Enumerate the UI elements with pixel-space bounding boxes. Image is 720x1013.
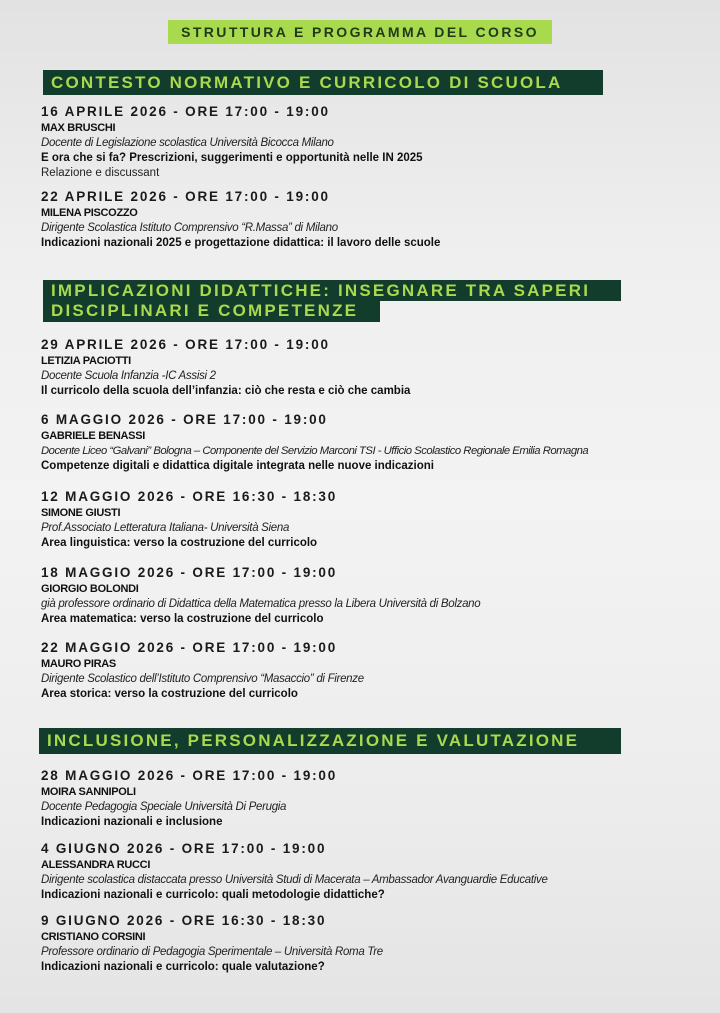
event-role: Docente Liceo “Galvani” Bologna – Componente del Servizio Marconi TSI - Ufficio Scolastico Regionale Emilia Romagna	[41, 445, 589, 457]
event-item	[41, 639, 701, 702]
event-role: Prof.Associato Letteratura Italiana- Università Siena	[41, 522, 290, 534]
page-title: STRUTTURA E PROGRAMMA DEL CORSO	[168, 20, 552, 44]
event-topic: Il curricolo della scuola dell’infanzia: ciò che resta e ciò che cambia	[41, 385, 411, 397]
event-item	[41, 488, 701, 551]
event-role: Dirigente Scolastico dell’Istituto Comprensivo “Masaccio” di Firenze	[41, 673, 364, 685]
event-item	[41, 912, 701, 975]
event-date: 29 APRILE 2026 - ORE 17:00 - 19:00	[41, 337, 330, 352]
event-speaker: GABRIELE BENASSI	[41, 430, 145, 442]
section-heading-normativo	[43, 70, 603, 95]
event-speaker: MILENA PISCOZZO	[41, 207, 138, 219]
section-heading-inclusione	[39, 728, 621, 754]
event-speaker: MOIRA SANNIPOLI	[41, 786, 136, 798]
event-date: 22 MAGGIO 2026 - ORE 17:00 - 19:00	[41, 640, 338, 655]
event-date: 16 APRILE 2026 - ORE 17:00 - 19:00	[41, 104, 330, 119]
event-topic: Indicazioni nazionali e curricolo: quale valutazione?	[41, 961, 325, 973]
section-heading-implicazioni-line2	[43, 301, 380, 322]
event-topic: Indicazioni nazionali e curricolo: quali metodologie didattiche?	[41, 889, 385, 901]
event-date: 4 GIUGNO 2026 - ORE 17:00 - 19:00	[41, 841, 327, 856]
event-speaker: SIMONE GIUSTI	[41, 507, 121, 519]
section-heading-line: DISCIPLINARI E COMPETENZE	[51, 301, 359, 320]
event-item	[41, 767, 701, 830]
event-speaker: MAURO PIRAS	[41, 658, 116, 670]
event-role: Professore ordinario di Pedagogia Sperimentale – Università Roma Tre	[41, 946, 383, 958]
event-date: 22 APRILE 2026 - ORE 17:00 - 19:00	[41, 189, 330, 204]
event-item	[41, 103, 701, 181]
event-date: 18 MAGGIO 2026 - ORE 17:00 - 19:00	[41, 565, 338, 580]
section-heading-line: IMPLICAZIONI DIDATTICHE: INSEGNARE TRA SAPERI	[51, 281, 591, 300]
event-date: 6 MAGGIO 2026 - ORE 17:00 - 19:00	[41, 412, 328, 427]
event-item	[41, 336, 701, 399]
event-item	[41, 411, 701, 474]
event-date: 12 MAGGIO 2026 - ORE 16:30 - 18:30	[41, 489, 338, 504]
event-topic: Area linguistica: verso la costruzione del curricolo	[41, 537, 318, 549]
event-item	[41, 840, 701, 903]
event-date: 28 MAGGIO 2026 - ORE 17:00 - 19:00	[41, 768, 338, 783]
event-role: già professore ordinario di Didattica della Matematica presso la Libera Università di Bolzano	[41, 598, 481, 610]
event-item	[41, 188, 701, 251]
event-speaker: MAX BRUSCHI	[41, 122, 116, 134]
event-date: 9 GIUGNO 2026 - ORE 16:30 - 18:30	[41, 913, 327, 928]
event-speaker: LETIZIA PACIOTTI	[41, 355, 131, 367]
event-role: Docente Pedagogia Speciale Università Di Perugia	[41, 801, 287, 813]
event-role: Docente Scuola Infanzia -IC Assisi 2	[41, 370, 216, 382]
event-note: Relazione e discussant	[41, 167, 160, 179]
event-speaker: CRISTIANO CORSINI	[41, 931, 146, 943]
event-topic: Area matematica: verso la costruzione del curricolo	[41, 613, 324, 625]
section-heading-line: CONTESTO NORMATIVO E CURRICOLO DI SCUOLA	[51, 73, 563, 92]
event-role: Docente di Legislazione scolastica Università Bicocca Milano	[41, 137, 334, 149]
section-heading-implicazioni	[43, 280, 621, 301]
section-heading-line: INCLUSIONE, PERSONALIZZAZIONE E VALUTAZIONE	[47, 731, 580, 750]
event-topic: Competenze digitali e didattica digitale integrata nelle nuove indicazioni	[41, 460, 434, 472]
event-topic: Indicazioni nazionali 2025 e progettazione didattica: il lavoro delle scuole	[41, 237, 441, 249]
event-item	[41, 564, 701, 627]
event-topic: Indicazioni nazionali e inclusione	[41, 816, 223, 828]
event-speaker: ALESSANDRA RUCCI	[41, 859, 151, 871]
event-role: Dirigente Scolastica Istituto Comprensivo “R.Massa” di Milano	[41, 222, 338, 234]
event-topic: E ora che si fa? Prescrizioni, suggerimenti e opportunità nelle IN 2025	[41, 152, 423, 164]
event-role: Dirigente scolastica distaccata presso Università Studi di Macerata – Ambassador Avanguardie Educative	[41, 874, 548, 886]
event-topic: Area storica: verso la costruzione del curricolo	[41, 688, 298, 700]
event-speaker: GIORGIO BOLONDI	[41, 583, 139, 595]
